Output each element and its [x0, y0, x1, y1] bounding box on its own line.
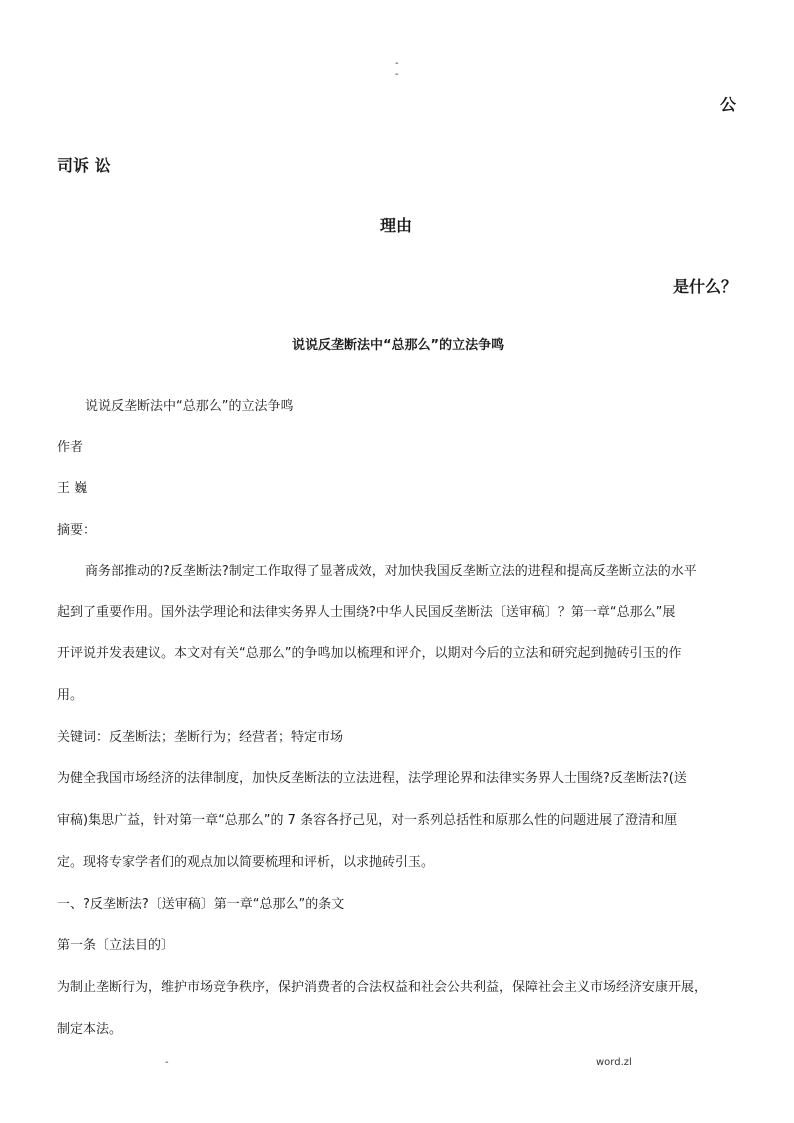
heading-fragment: 是什么？ — [673, 277, 738, 296]
article-heading: 第一条〔立法目的〕 — [57, 938, 175, 953]
article-title: 说说反垄断法中“总那么”的立法争鸣 — [292, 338, 505, 353]
keywords: 关键词：反垄断法；垄断行为；经营者；特定市场 — [57, 730, 344, 745]
article-line: 制定本法。 — [57, 1022, 123, 1037]
heading-fragment: 司诉 讼 — [57, 156, 111, 175]
section-heading: 一、?反垄断法?〔送审稿〕第一章“总那么”的条文 — [57, 897, 345, 912]
abstract-line: 用。 — [57, 688, 84, 703]
heading-fragment: 公 — [720, 95, 737, 114]
subtitle: 说说反垄断法中“总那么”的立法争鸣 — [85, 399, 294, 414]
article-line: 为制止垄断行为，维护市场竞争秩序，保护消费者的合法权益和社会公共利益，保障社会主义市场经济安康开展， — [57, 980, 708, 995]
abstract-label: 摘要： — [57, 523, 97, 538]
footer-mark: - — [165, 1057, 169, 1068]
header-mark: - — [395, 58, 399, 69]
intro-line: 为健全我国市场经济的法律制度，加快反垄断法的立法进程，法学理论界和法律实务界人士围绕?反垄断法?(送 — [57, 771, 687, 786]
abstract-line: 开评说并发表建议。本文对有关“总那么”的争鸣加以梳理和评介，以期对今后的立法和研究起到抛砖引玉的作 — [57, 646, 682, 661]
intro-line: 审稿)集思广益，针对第一章“总那么”的 7 条容各抒己见，对一系列总括性和原那么性的问题进展了澄清和厘 — [57, 813, 678, 828]
author-label: 作者 — [57, 440, 84, 455]
intro-line: 定。现将专家学者们的观点加以简要梳理和评析，以求抛砖引玉。 — [57, 855, 435, 870]
abstract-line: 起到了重要作用。国外法学理论和法律实务界人士围绕?中华人民国反垄断法〔送审稿〕？第一章“总那么”展 — [57, 605, 676, 620]
heading-fragment: 理由 — [380, 216, 413, 235]
author-name: 王 巍 — [57, 481, 88, 496]
abstract-line: 商务部推动的?反垄断法?制定工作取得了显著成效，对加快我国反垄断立法的进程和提高反垄断立法的水平 — [85, 564, 697, 579]
footer-text: word.zl — [596, 1057, 632, 1068]
header-mark: - — [395, 69, 399, 80]
